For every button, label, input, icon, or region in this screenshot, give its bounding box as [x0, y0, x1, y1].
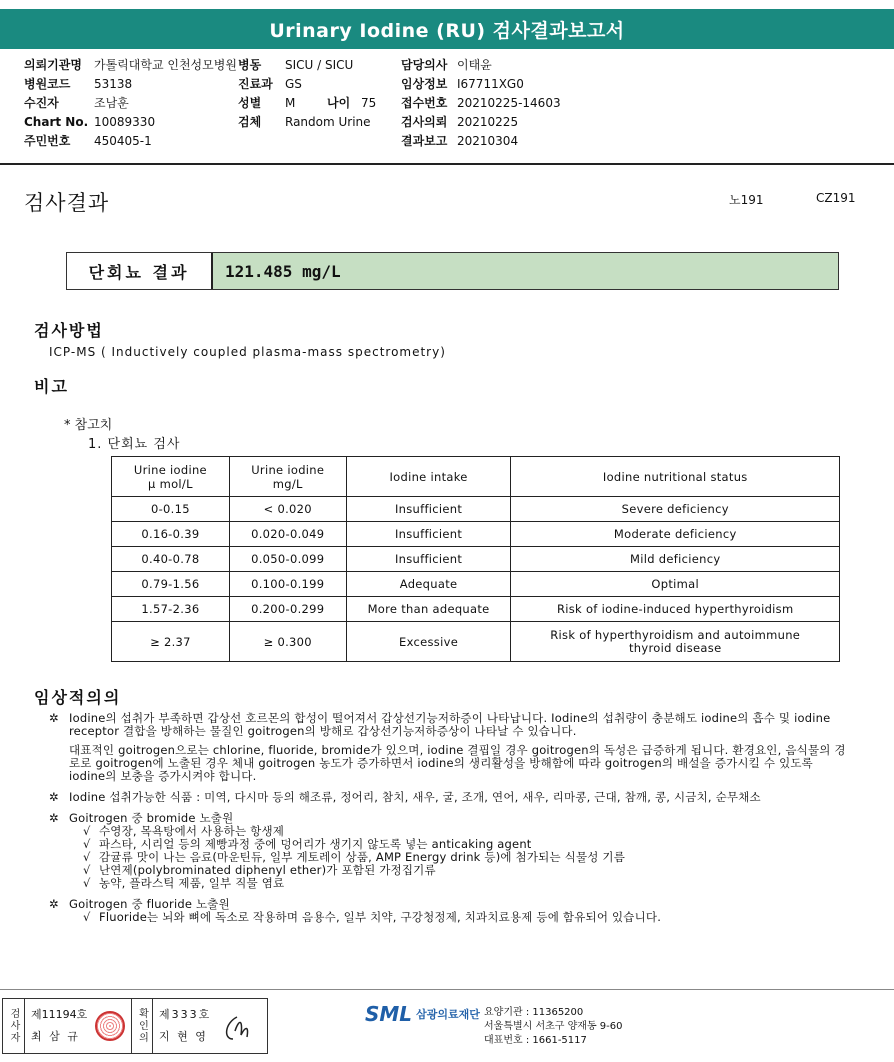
info-col-1: [24, 56, 237, 151]
report-title-bar: [0, 9, 894, 49]
info-label: 진료과: [238, 77, 273, 91]
clinical-block: [49, 812, 849, 890]
table-cell: Insufficient: [346, 547, 511, 572]
info-label: 주민번호: [24, 134, 71, 148]
list-item-text: Fluoride는 뇌와 뼈에 독소로 작용하며 음용수, 일부 치약, 구강청정제, 치과치료용제 등에 함유되어 있습니다.: [99, 910, 662, 924]
method-text: ICP-MS ( Inductively coupled plasma-mass spectrometry): [49, 345, 446, 359]
institution-code: 요양기관 : 11365200: [484, 1007, 584, 1018]
signature-icon: [217, 1009, 257, 1049]
clinical-subheading: Goitrogen 중 bromide 노출원: [69, 811, 234, 825]
clinical-section: [49, 712, 849, 932]
clinical-heading: 임상적의의: [34, 688, 122, 707]
institution-info: [484, 1006, 623, 1048]
table-cell: Insufficient: [346, 497, 511, 522]
check-icon: √: [83, 863, 91, 877]
seal-icon: [95, 1011, 125, 1041]
result-box: [66, 252, 839, 290]
list-item: [83, 877, 849, 890]
info-label: 임상정보: [401, 77, 448, 91]
method-heading: 검사방법: [34, 321, 104, 340]
table-cell: Optimal: [511, 572, 840, 597]
table-row: [112, 622, 840, 662]
list-item-text: 파스타, 시리얼 등의 제빵과정 중에 덩어리가 생기지 않도록 넣는 anticaking agent: [99, 837, 532, 851]
result-value: 121.485 mg/L: [213, 253, 838, 289]
asterisk-icon: ✲: [49, 811, 59, 825]
info-label: 성별: [238, 96, 262, 110]
info-label: 수진자: [24, 96, 59, 110]
clinical-block: [49, 791, 849, 804]
reference-table: [111, 456, 840, 662]
table-cell: 0.100-0.199: [229, 572, 346, 597]
clinical-paragraph: Iodine의 섭취가 부족하면 갑상선 호르몬의 합성이 떨어져서 갑상선기능저하증이 나타납니다. Iodine의 섭취량이 충분해도 iodine의 흡수 및 iodine receptor 결합을 방해하는 물질인 goitrogen의 방해로 갑상선기능저하증상이 나타날 수 있습니다.: [69, 711, 831, 738]
info-value: 53138: [94, 77, 133, 91]
info-col-3: [401, 56, 561, 151]
report-title: Urinary Iodine (RU) 검사결과보고서: [269, 19, 625, 42]
section-title: 검사결과: [24, 191, 110, 215]
check-icon: √: [83, 837, 91, 851]
signature-box: [2, 998, 268, 1054]
info-value: M: [285, 96, 296, 110]
table-cell: 1.57-2.36: [112, 597, 230, 622]
asterisk-icon: ✲: [49, 897, 59, 911]
asterisk-icon: ✲: [49, 711, 59, 725]
examiner-name: 최 삼 규: [31, 1030, 80, 1043]
examiner-cell: [25, 999, 91, 1053]
info-value: 20210225: [457, 115, 519, 129]
table-header: Urine iodine μ mol/L: [112, 457, 230, 497]
info-label: Chart No.: [24, 115, 89, 129]
logo-name: 삼광의료재단: [416, 1008, 480, 1021]
logo-mark: SML: [365, 1002, 413, 1026]
info-value: 조남훈: [94, 96, 129, 110]
list-item: [83, 911, 849, 924]
list-item-text: 난연제(polybrominated diphenyl ether)가 포함된 가정집기류: [99, 863, 436, 877]
info-value: 450405-1: [94, 134, 152, 148]
table-cell: More than adequate: [346, 597, 511, 622]
info-col-2: [238, 56, 376, 132]
info-divider: [0, 163, 894, 165]
info-value: 가톨릭대학교 인천성모병원: [94, 58, 237, 72]
institution-address: 서울특별시 서초구 양재동 9-60: [484, 1021, 623, 1032]
asterisk-icon: ✲: [49, 790, 59, 804]
approver-label-text: 확인의: [136, 1008, 148, 1044]
table-header: Iodine intake: [346, 457, 511, 497]
info-value: GS: [285, 77, 302, 91]
table-row: [112, 572, 840, 597]
result-label: 단회뇨 결과: [67, 253, 213, 289]
info-label: 결과보고: [401, 134, 448, 148]
table-cell: ≥ 2.37: [112, 622, 230, 662]
approver-license: 제333호: [159, 1008, 212, 1021]
remarks-heading: 비고: [34, 377, 69, 396]
examiner-license: 제11194호: [31, 1008, 88, 1021]
info-label: 나이: [327, 96, 351, 110]
info-value: Random Urine: [285, 115, 371, 129]
approver-name: 지 현 영: [159, 1030, 208, 1043]
info-value: 이태윤: [457, 58, 492, 72]
info-value: 10089330: [94, 115, 156, 129]
table-cell: ≥ 0.300: [229, 622, 346, 662]
table-cell: < 0.020: [229, 497, 346, 522]
check-icon: √: [83, 876, 91, 890]
table-row: [112, 522, 840, 547]
table-cell: Mild deficiency: [511, 547, 840, 572]
info-label: 병동: [238, 58, 262, 72]
table-cell: Risk of iodine-induced hyperthyroidism: [511, 597, 840, 622]
reference-subtitle: 1. 단회뇨 검사: [88, 437, 181, 452]
table-cell: 0.79-1.56: [112, 572, 230, 597]
table-cell: 0.050-0.099: [229, 547, 346, 572]
institution-phone: 대표번호 : 1661-5117: [484, 1035, 587, 1046]
info-value: 75: [361, 96, 377, 110]
clinical-subheading: Goitrogen 중 fluoride 노출원: [69, 897, 230, 911]
table-cell: 0.020-0.049: [229, 522, 346, 547]
sml-logo: [365, 1002, 480, 1026]
list-item-text: 농약, 플라스틱 제품, 일부 직물 염료: [99, 876, 285, 890]
list-item-text: 수영장, 목욕탕에서 사용하는 항생제: [99, 824, 285, 838]
examiner-label: [3, 999, 25, 1053]
info-label: 접수번호: [401, 96, 448, 110]
clinical-paragraph: Iodine 섭취가능한 식품 : 미역, 다시마 등의 해조류, 정어리, 참치, 새우, 굴, 조개, 연어, 새우, 리마콩, 근대, 참깨, 콩, 시금치, 순무채소: [69, 790, 761, 804]
info-value: 20210304: [457, 134, 519, 148]
clinical-paragraph: 대표적인 goitrogen으로는 chlorine, fluoride, bromide가 있으며, iodine 결핍일 경우 goitrogen의 독성은 급증하게 됩니다. 환경요인, 음식물의 경로로 goitrogen에 노출된 경우 체내 goitrogen 농도가 증가하면서 iodine의 생리활성을 방해함에 따라 goitrogen의 배설을 증가시킬 수 있도록 iodine의 보충을 증가시켜야 합니다.: [69, 743, 846, 783]
test-code-alt: CZ191: [816, 191, 856, 205]
table-cell: 0.40-0.78: [112, 547, 230, 572]
table-row: [112, 547, 840, 572]
table-cell: 0.200-0.299: [229, 597, 346, 622]
info-label: 의뢰기관명: [24, 58, 82, 72]
table-cell: Risk of hyperthyroidism and autoimmune thyroid disease: [511, 622, 840, 662]
info-label: 병원코드: [24, 77, 71, 91]
footer-divider: [0, 989, 894, 990]
table-header: Urine iodine mg/L: [229, 457, 346, 497]
check-icon: √: [83, 910, 91, 924]
check-icon: √: [83, 824, 91, 838]
table-cell: Severe deficiency: [511, 497, 840, 522]
info-value: I67711XG0: [457, 77, 524, 91]
table-row: [112, 597, 840, 622]
table-cell: Insufficient: [346, 522, 511, 547]
info-label: 검체: [238, 115, 262, 129]
test-code: 노191: [729, 193, 764, 207]
info-value: 20210225-14603: [457, 96, 561, 110]
table-row: [112, 497, 840, 522]
clinical-block: [49, 712, 849, 783]
reference-title: * 참고치: [64, 418, 113, 433]
approver-cell: [153, 999, 217, 1053]
examiner-label-text: 검사자: [8, 1008, 19, 1044]
clinical-block: [49, 898, 849, 924]
info-label: 담당의사: [401, 58, 448, 72]
table-cell: 0.16-0.39: [112, 522, 230, 547]
info-value: SICU / SICU: [285, 58, 354, 72]
table-header: Iodine nutritional status: [511, 457, 840, 497]
table-cell: 0-0.15: [112, 497, 230, 522]
approver-label: [131, 999, 153, 1053]
table-cell: Adequate: [346, 572, 511, 597]
info-label: 검사의뢰: [401, 115, 448, 129]
list-item-text: 감귤류 맛이 나는 음료(마운틴듀, 일부 게토레이 상품, AMP Energy drink 등)에 첨가되는 식물성 기름: [99, 850, 626, 864]
table-cell: Moderate deficiency: [511, 522, 840, 547]
table-cell: Excessive: [346, 622, 511, 662]
check-icon: √: [83, 850, 91, 864]
